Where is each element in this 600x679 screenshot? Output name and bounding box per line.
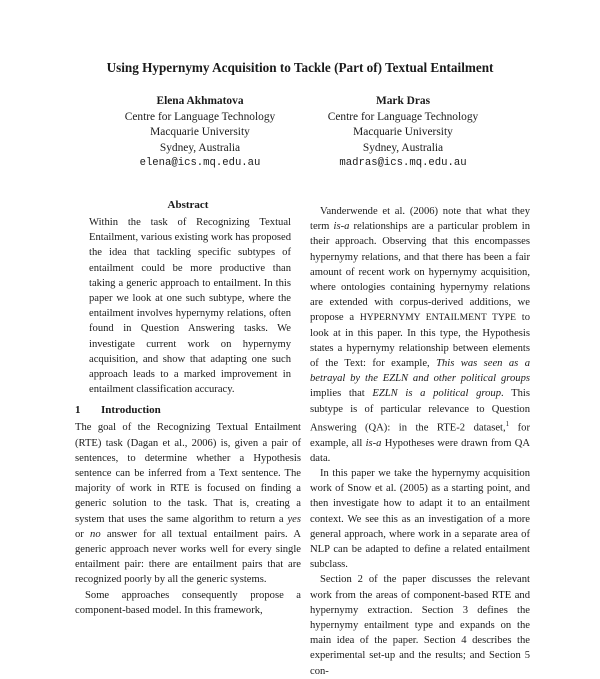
text-run: . This subtype is of particular relevance to Question Answering (QA): in the RTE-2 dataset, — [310, 388, 530, 434]
section-number: 1 — [75, 404, 81, 417]
section-title: Introduction — [101, 404, 161, 417]
abstract-text: Within the task of Recognizing Textual Entailment, various existing work has proposed the idea that tackling specific subtypes of entailment could be more productive than taking a generic approach to entailment. In this paper we look at one such subtype, where the entailment involves hypernymy relations, often found in Question Answering tasks. We investigate current work on hypernymy acquisition, and show that adapting one such approach leads to a marked improvement in entailment classification accuracy. — [89, 217, 291, 396]
text-run: or — [75, 528, 91, 540]
left-column — [75, 198, 301, 618]
small-caps-term: HYPERNYMY ENTAILMENT TYPE — [359, 312, 516, 324]
text-run: to look at in this paper. In this type, the Hypothesis states a hypernymy relationship between elements of the Text: for example, — [310, 312, 530, 370]
text-run: for example, all — [310, 422, 530, 449]
author-institution: Macquarie University — [353, 126, 453, 138]
text-run: The goal of the Recognizing Textual Entailment (RTE) task (Dagan et al., 2006) is, given a pair of sentences, to determine whether a Hypothesis sentence can be inferred from a Text sentence. The majority of work in RTE is focused on finding a generic solution to the task. That is, creating a system that uses the same algorithm to return a — [75, 422, 301, 525]
right-paragraph-3: Section 2 of the paper discusses the relevant work from the areas of component-based RTE and hypernymy extraction. Section 3 defines the hypernymy entailment type and expands on the main idea of the paper. Section 4 describes the experimental set-up and the results; and Section 5 con- — [310, 574, 530, 677]
author-email: elena@ics.mq.edu.au — [139, 157, 261, 169]
italic-term: is-a — [333, 221, 350, 233]
author-name: Mark Dras — [375, 95, 431, 107]
paper-title: Using Hypernymy Acquisition to Tackle (Part of) Textual Entailment — [106, 60, 494, 75]
abstract-heading: Abstract — [167, 199, 209, 211]
author-block-2 — [283, 94, 523, 172]
author-affiliation: Centre for Language Technology — [124, 110, 276, 123]
footnote-marker[interactable]: 1 — [505, 419, 510, 428]
right-paragraph-2: In this paper we take the hypernymy acquisition work of Snow et al. (2005) as a starting point, and then investigate how to adapt it to an entailment context. We see this as an investigation of a more general approach, where work in a separate area of NLP can be adapted to define a related entailment subclass. — [310, 467, 530, 571]
intro-paragraph-2: Some approaches consequently propose a component-based model. In this framework, — [75, 589, 301, 616]
text-run: relationships are a particular problem in their approach. Observing that this encompasses hypernymy relations, and that there has been a fair amount of recent work on hypernymy acquisition, where ontologies containing hypernymy relations are extended with corpus-derived additions, we propose a — [310, 221, 530, 324]
text-run: Hypotheses were drawn from QA data. — [310, 437, 530, 464]
author-affiliation: Centre for Language Technology — [327, 110, 479, 123]
author-location: Sydney, Australia — [362, 141, 444, 154]
author-name: Elena Akhmatova — [156, 95, 244, 107]
section-heading — [75, 403, 301, 418]
right-paragraph-1 — [310, 204, 530, 466]
italic-term: yes — [287, 513, 301, 525]
intro-paragraph-1 — [75, 420, 301, 587]
author-institution: Macquarie University — [150, 126, 250, 138]
italic-term: is-a — [365, 437, 382, 449]
right-column — [310, 204, 530, 679]
italic-term: no — [90, 528, 101, 540]
italic-example: This was seen as a betrayal by the EZLN and other political groups — [310, 358, 531, 385]
author-location: Sydney, Australia — [159, 141, 241, 154]
text-run: implies that — [310, 388, 373, 400]
author-email: madras@ics.mq.edu.au — [339, 157, 467, 169]
text-run: answer for all textual entailment pairs. A generic approach never works well for every single entailment pair: there are entailment pairs that are recognized poorly by all the generic systems. — [75, 528, 301, 586]
italic-example: EZLN is a political group — [372, 388, 502, 400]
text-run: Vanderwende et al. (2006) note that what they term — [310, 206, 530, 233]
